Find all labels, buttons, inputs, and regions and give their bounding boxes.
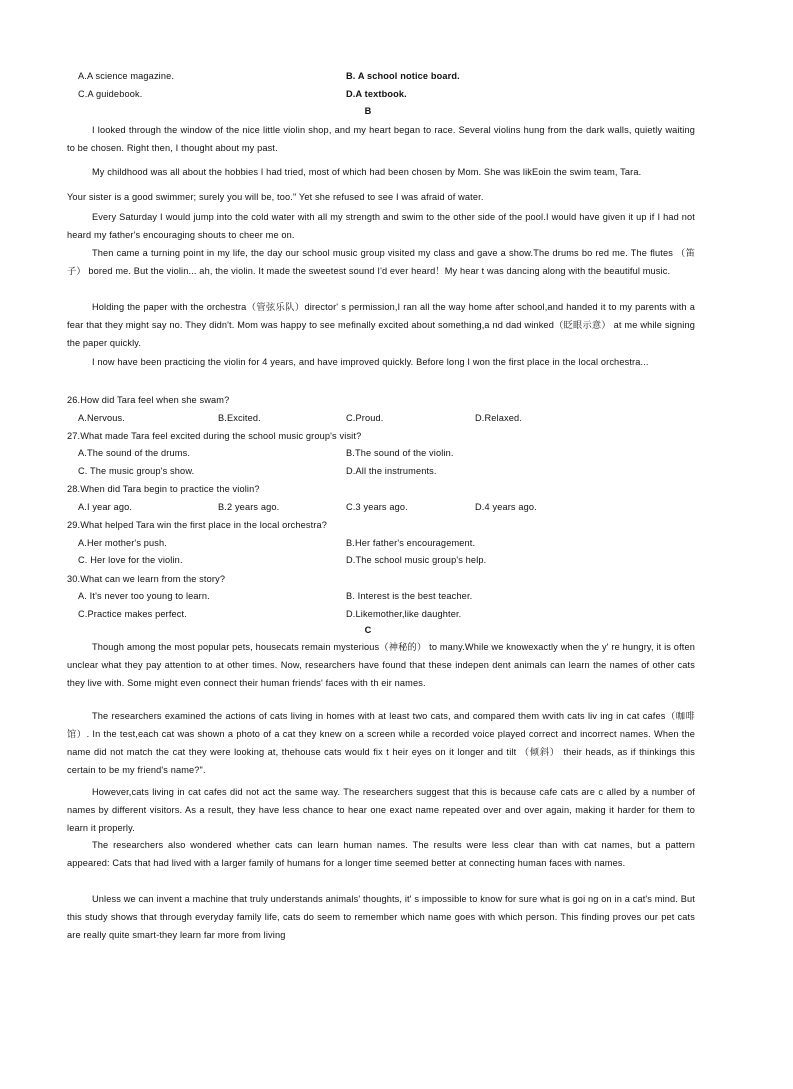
question-30-option-a: A. It's never too young to learn. [78, 591, 210, 601]
option-c: C.A guidebook. [78, 89, 143, 99]
option-a: A.A science magazine. [78, 71, 175, 81]
section-c-label: C [364, 625, 372, 635]
passage-b-paragraph-6: Holding the paper with the orchestra（管弦乐队）director' s permission,I ran all the way home after school,and handed it to my parents with a fear that they might say no. They didn't. Mom was happy to see mefinally excited about something,a nd dad winked（眨眼示意） at me while signing the paper quickly. [67, 302, 695, 348]
question-28-option-c: C.3 years ago. [346, 502, 408, 512]
passage-c-paragraph-2: The researchers examined the actions of cats living in homes with at least two cats, and compared them wvith cats liv ing in cat cafes（咖啡馆）. In the test,each cat was shown a photo of a cat they knew on a screen while a recorded voice played correct and incorrect names. When the name did not match the cat they were looking at, thehouse cats would fix t heir eyes on it longer and tilt （倾斜） their heads, as if thinkings this certain to be my friend's name?". [67, 711, 695, 775]
question-30-option-c: C.Practice makes perfect. [78, 609, 187, 619]
question-27-option-c: C. The music group's show. [78, 466, 195, 476]
question-26-option-a: A.Nervous. [78, 413, 125, 423]
passage-b-paragraph-7: I now have been practicing the violin for 4 years, and have improved quickly. Before long I won the first place in the local orchestra... [92, 357, 649, 367]
passage-b-paragraph-3: Your sister is a good swimmer; surely you will be, too." Yet she refused to see I was afraid of water. [67, 192, 484, 202]
passage-c-paragraph-5: Unless we can invent a machine that truly understands animals' thoughts, it' s impossible to know for sure what is goi ng on in a cat's mind. But this study shows that through everyday family life, cats do seem to remember which name goes with which person. This finding proves our pet cats are really quite smart-they learn far more from living [67, 894, 695, 940]
question-28-stem: 28.When did Tara begin to practice the violin? [67, 484, 260, 494]
passage-b-paragraph-2: My childhood was all about the hobbies I had tried, most of which had been chosen by Mom. She was likEoin the swim team, Tara. [92, 167, 642, 177]
question-29-option-d: D.The school music group's help. [346, 555, 487, 565]
passage-b-paragraph-5: Then came a turning point in my life, the day our school music group visited my class and gave a show.The drums bo red me. The flutes （笛子） bored me. But the violin... ah, the violin. It made the sweetest sound I'd ever heard！My hear t was dancing along with the beautiful music. [67, 248, 695, 276]
passage-b-paragraph-1: I looked through the window of the nice little violin shop, and my heart began to race. Several violins hung from the dark walls, quietly waiting to be chosen. Right then, I thought about my past. [67, 125, 695, 153]
question-27-stem: 27.What made Tara feel excited during the school music group's visit? [67, 431, 362, 441]
question-30-option-b: B. Interest is the best teacher. [346, 591, 473, 601]
question-30-option-d: D.Likemother,like daughter. [346, 609, 462, 619]
option-d: D.A textbook. [346, 89, 407, 99]
question-27-option-b: B.The sound of the violin. [346, 448, 454, 458]
question-28-option-a: A.I year ago. [78, 502, 133, 512]
question-28-option-b: B.2 years ago. [218, 502, 280, 512]
question-29-stem: 29.What helped Tara win the first place in the local orchestra? [67, 520, 328, 530]
question-27-option-a: A.The sound of the drums. [78, 448, 191, 458]
question-27-option-d: D.All the instruments. [346, 466, 437, 476]
question-26-option-d: D.Relaxed. [475, 413, 522, 423]
question-26-option-c: C.Proud. [346, 413, 384, 423]
question-28-option-d: D.4 years ago. [475, 502, 537, 512]
question-29-option-a: A.Her mother's push. [78, 538, 168, 548]
passage-c-paragraph-1: Though among the most popular pets, housecats remain mysterious（神秘的） to many.While we knowexactly when the y' re hungry, it is often unclear what they pay attention to at other times. Now, researchers have found that these indepen dent animals can learn the names of other cats they live with. Some might even connect their human friends' faces with th eir names. [67, 642, 695, 688]
passage-b-paragraph-4: Every Saturday I would jump into the cold water with all my strength and swim to the other side of the pool.I would have given it up if I had not heard my father's encouraging shouts to cheer me on. [67, 212, 695, 240]
question-29-option-b: B.Her father's encouragement. [346, 538, 476, 548]
question-26-option-b: B.Excited. [218, 413, 261, 423]
option-b: B. A school notice board. [346, 71, 460, 81]
section-b-label: B [364, 106, 372, 116]
question-26-stem: 26.How did Tara feel when she swam? [67, 395, 230, 405]
passage-c-paragraph-3: However,cats living in cat cafes did not act the same way. The researchers suggest that this is because cafe cats are c alled by a number of names by different visitors. As a result, they have less chance to hear one exact name repeated over and over again, making it harder for them to learn it properly. [67, 787, 695, 833]
passage-c-paragraph-4: The researchers also wondered whether cats can learn human names. The results were less clear than with cat names, but a pattern appeared: Cats that had lived with a larger family of humans for a longer time seemed better at connecting human faces with names. [67, 840, 695, 868]
question-30-stem: 30.What can we learn from the story? [67, 574, 226, 584]
question-29-option-c: C. Her love for the violin. [78, 555, 183, 565]
